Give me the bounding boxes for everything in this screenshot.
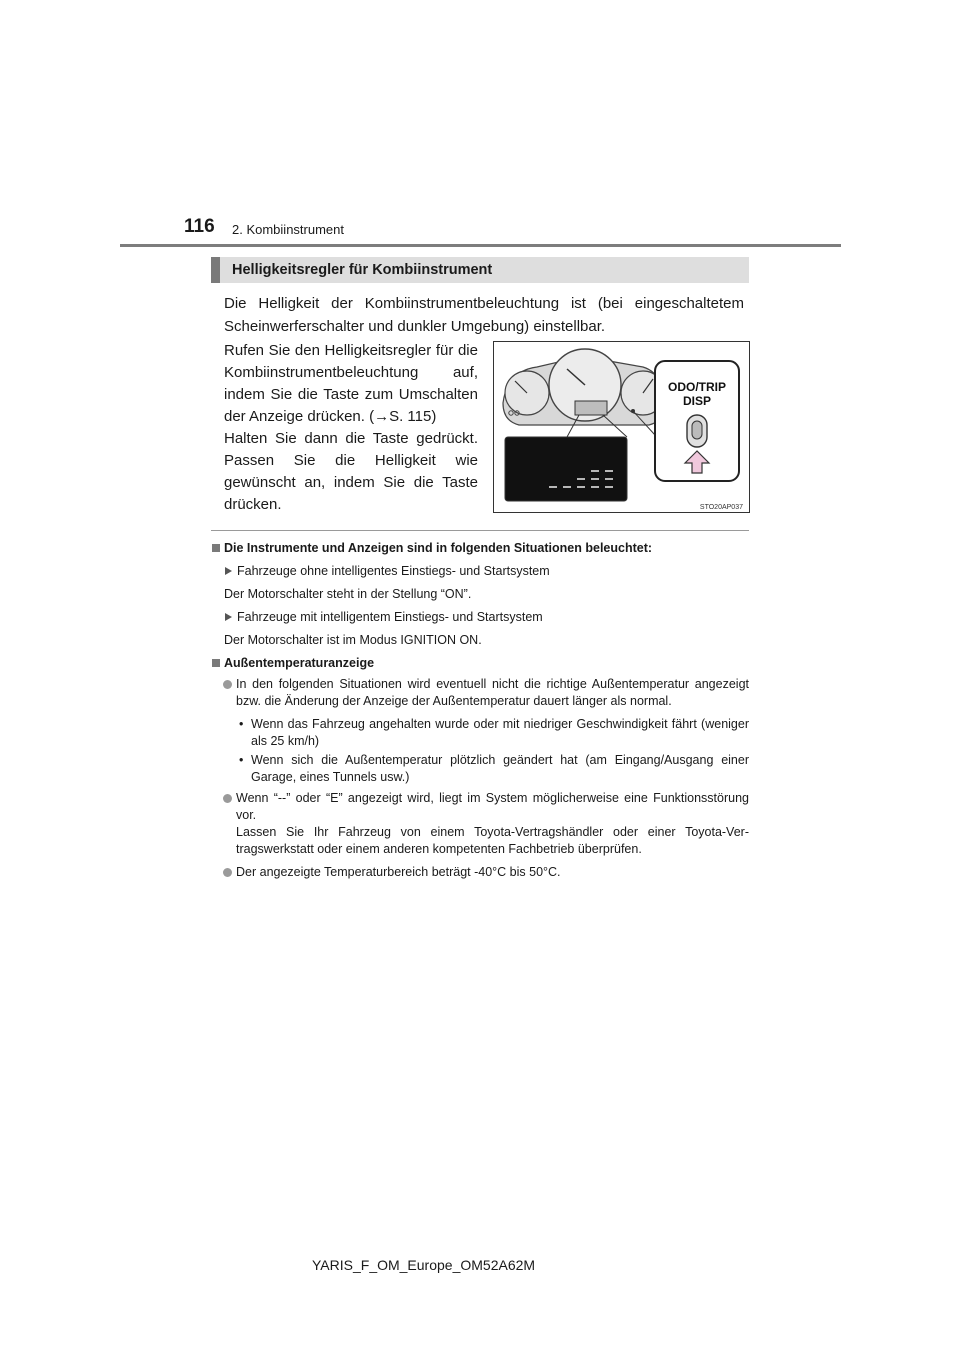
list-item-text: Wenn “--” oder “E” angezeigt wird, liegt im System möglicherweise eine Funktionsstörung vor. (236, 791, 749, 822)
instruction-step-2: Halten Sie dann die Taste gedrückt. Passen Sie die Helligkeit wie gewünscht an, indem Sie die Taste drücken. (224, 430, 478, 513)
bullet-symbol: • (239, 717, 244, 731)
brightness-display (505, 437, 627, 501)
circle-bullet-icon (223, 794, 232, 803)
illumination-note (211, 540, 749, 649)
triangle-bullet-icon (225, 567, 232, 575)
note-text: Der Motorschalter ist im Modus IGNITION ON. (224, 633, 482, 647)
note-text: Der Motorschalter steht in der Stellung “ON”. (224, 587, 472, 601)
list-item (211, 676, 749, 710)
list-item-text: Der angezeigte Temperaturbereich beträgt -40°C bis 50°C. (236, 865, 561, 879)
list-item-text: Fahrzeuge ohne intelligentes Einstiegs- und Startsystem (237, 564, 550, 578)
instruction-text (224, 340, 478, 516)
chapter-title: 2. Kombiinstrument (232, 222, 344, 237)
cluster-illustration (493, 341, 750, 513)
note-heading-text: Außentemperaturanzeige (224, 656, 375, 670)
intro-paragraph: Die Helligkeit der Kombiinstrumentbeleuchtung ist (bei eingeschaltetem Scheinwerferschalter und dunkler Umgebung) einstellbar. (224, 295, 744, 335)
reference-arrow: → (374, 408, 390, 425)
instruction-step-1-text: Rufen Sie den Helligkeitsregler für die Kombiinstrumentbeleuchtung auf, indem Sie die Taste zum Umschalten der Anzeige drücken. ( (224, 342, 478, 425)
list-item-text: In den folgenden Situationen wird eventuell nicht die richtige Außentemperatur angezeigt bzw. die Änderung der Anzeige der Außentemperatur dauert länger als normal. (236, 677, 749, 708)
outside-temperature-note (211, 655, 749, 881)
page-number: 116 (184, 216, 215, 237)
sub-list-item (211, 716, 749, 750)
square-bullet-icon (212, 544, 220, 552)
sub-list-item-text: Wenn das Fahrzeug angehalten wurde oder mit niedriger Geschwindigkeit fährt (weniger als 25 km/h) (251, 717, 749, 748)
section-divider (211, 530, 749, 531)
button-label-line-2: DISP (682, 394, 712, 408)
list-item-text: Fahrzeuge mit intelligentem Einstiegs- und Startsystem (237, 610, 543, 624)
figure-code: STO20AP037 (699, 504, 743, 511)
note-heading (211, 540, 749, 557)
section-heading: Helligkeitsregler für Kombiinstrument (211, 257, 749, 283)
list-item (211, 563, 749, 580)
header-rule (120, 244, 841, 247)
page-reference-link[interactable]: S. 115) (389, 408, 437, 425)
bullet-symbol: • (239, 753, 244, 767)
list-item (211, 864, 749, 881)
button-label-line-1: ODO/TRIP (667, 380, 727, 394)
note-heading (211, 655, 749, 672)
circle-bullet-icon (223, 868, 232, 877)
list-item (211, 609, 749, 626)
triangle-bullet-icon (225, 613, 232, 621)
sub-list-item-text: Wenn sich die Außentemperatur plötzlich geändert hat (am Eingang/Ausgang einer Garage, eines Tunnels usw.) (251, 753, 749, 784)
square-bullet-icon (212, 659, 220, 667)
list-item-text-continued: Lassen Sie Ihr Fahrzeug von einem Toyota-Vertragshändler oder einer Toyota-Vertragswerkstatt oder einem anderen kompetenten Fachbetrieb überprüfen. (236, 825, 749, 856)
notes-section (211, 540, 749, 881)
sub-list-item (211, 752, 749, 786)
list-item (211, 790, 749, 858)
footer-doc-code: YARIS_F_OM_Europe_OM52A62M (312, 1257, 536, 1273)
circle-bullet-icon (223, 680, 232, 689)
multi-info-display (575, 401, 607, 415)
note-heading-text: Die Instrumente und Anzeigen sind in folgenden Situationen beleuchtet: (224, 541, 653, 555)
instruction-step-1 (224, 340, 478, 428)
